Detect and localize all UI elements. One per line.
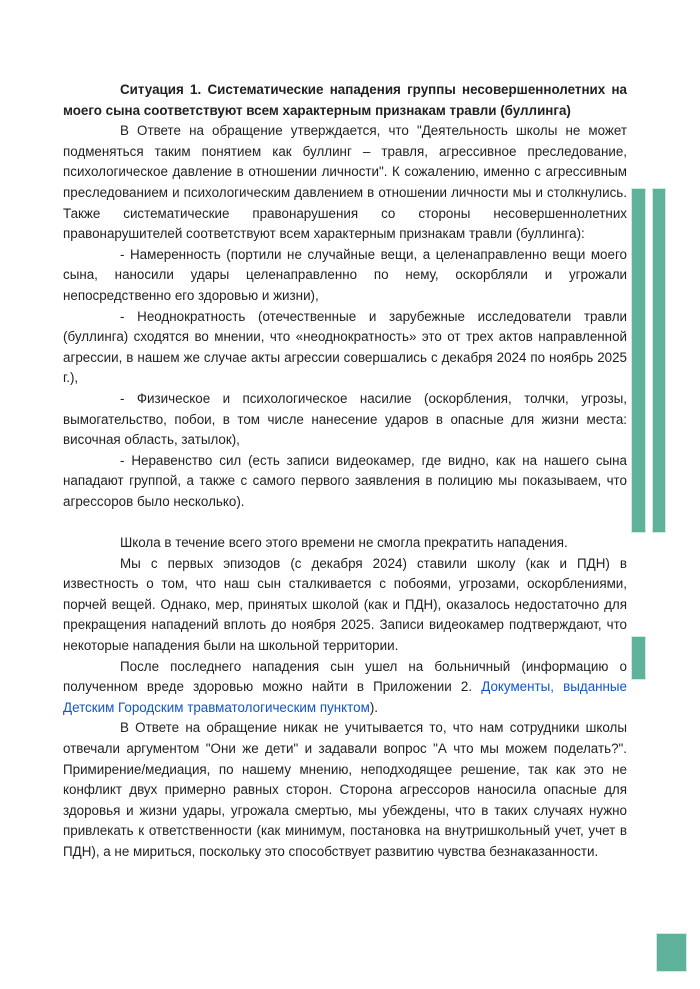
margin-comment-marker-3[interactable] [631, 636, 646, 680]
attachment-2-link[interactable]: Документы, выданные Детским Городским травматологическим пунктом [63, 679, 627, 715]
paragraph-bullet-power-imbalance: - Неравенство сил (есть записи видеокамер, где видно, как на нашего сына нападают группой, а также с самого первого заявления в полицию мы показываем, что агрессоров было несколько). [63, 452, 627, 509]
paragraph-bullet-intentionality: - Намеренность (портили не случайные вещи, а целенаправленно вещи моего сына, наносили удары целенаправленно по нему, оскорбляли и угрожали непосредственно его здоровью и жизни), [63, 246, 627, 303]
situation-heading: Ситуация 1. Систематические нападения группы несовершеннолетних на моего сына соответствуют всем характерным признакам травли (буллинга) [63, 82, 627, 118]
paragraph-mediation-objection: В Ответе на обращение никак не учитывается то, что нам сотрудники школы отвечали аргументом "Они же дети" и задавали вопрос "А что мы можем поделать?". Примирение/медиация, по нашему мнению, неподходящее решение, так как это не конфликт двух примерно равных сторон. Сторона агрессоров наносила опасные для здоровья и жизни удары, угрожала смертью, мы убеждены, что в таких случаях нужно привлекать к ответственности (как минимум, постановка на внутришкольный учет, учет в ПДН), а не мириться, поскольку это способствует развитию чувства безнаказанности. [63, 720, 627, 859]
paragraph-sick-leave [63, 657, 627, 719]
paragraph-episodes-history: Мы с первых эпизодов (с декабря 2024) ставили школу (как и ПДН) в известность о том, что наш сын сталкивается с побоями, угрозами, оскорблениями, порчей вещей. Однако, мер, принятых школой (как и ПДН), оказалось недостаточно для прекращения нападений вплоть до ноября 2025. Записи видеокамер подтверждают, что некоторые нападения были на школьной территории. [63, 555, 627, 654]
link-paragraph-after: ). [369, 699, 379, 715]
link-paragraph-before: После последнего нападения сын ушел на больничный (информацию о полученном вреде здоровью можно найти в Приложении 2. [63, 658, 627, 695]
paragraph-bullet-violence: - Физическое и психологическое насилие (оскорбления, толчки, угрозы, вымогательство, побои, в том числе нанесение ударов в опасные для жизни места: височная область, затылок), [63, 390, 627, 448]
paragraph-response-claim: В Ответе на обращение утверждается, что "Деятельность школы не может подменяться таким понятием как буллинг – травля, агрессивное преследование, психологическое давление в отношении личности". К сожалению, именно с агрессивным преследованием и психологическим давлением в отношении личности мы и столкнулись. Также систематические правонарушения со стороны несовершеннолетних правонарушителей соответствуют всем характерным признакам травли (буллинга): [63, 123, 627, 242]
paragraph-school-failed: Школа в течение всего этого времени не смогла прекратить нападения. [120, 535, 568, 551]
document-text-column [63, 80, 627, 863]
margin-comment-marker-1[interactable] [631, 188, 646, 533]
blank-line [63, 512, 627, 533]
margin-comment-marker-4[interactable] [656, 933, 687, 972]
margin-comment-marker-2[interactable] [652, 188, 666, 533]
paragraph-bullet-repetition: - Неоднократность (отечественные и зарубежные исследователи травли (буллинга) сходятся во мнении, что «неоднократность» это от трех актов направленной агрессии, в нашем же случае акты агрессии совершались с декабря 2024 по ноябрь 2025 г.), [63, 308, 627, 386]
